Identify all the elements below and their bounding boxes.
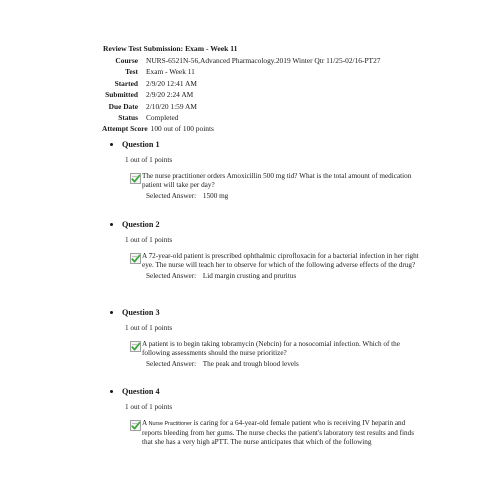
question-2-text: A 72-year-old patient is prescribed ophthalmic ciprofloxacin for a bacterial infection in her right eye. The nurse will teach her to observe for which of the following adverse effects of the drug? bbox=[142, 252, 419, 269]
question-1-title: Question 1 bbox=[122, 139, 160, 149]
question-1-selected-answer: 1500 mg bbox=[202, 191, 229, 200]
attempt-score-label: Attempt Score bbox=[102, 124, 148, 134]
status-row bbox=[96, 112, 380, 123]
course-value: NURS-6521N-56,Advanced Pharmacology.2019 Winter Qtr 11/25-02/16-PT27 bbox=[146, 56, 381, 65]
question-1-points: 1 out of 1 points bbox=[125, 156, 173, 164]
question-3-body bbox=[130, 340, 440, 368]
bullet-icon bbox=[110, 143, 113, 146]
selected-answer-label: Selected Answer: bbox=[146, 359, 197, 368]
question-2-title: Question 2 bbox=[122, 219, 160, 229]
bullet-icon bbox=[110, 223, 113, 226]
question-2 bbox=[110, 218, 440, 280]
correct-answer-icon bbox=[130, 420, 141, 431]
question-2-body bbox=[130, 252, 440, 280]
correct-answer-icon bbox=[130, 341, 141, 352]
attempt-score-row bbox=[96, 123, 380, 134]
submitted-value: 2/9/20 2:24 AM bbox=[146, 90, 194, 100]
started-row bbox=[96, 78, 380, 89]
page-title: Review Test Submission: Exam - Week 11 bbox=[103, 44, 238, 53]
correct-answer-icon bbox=[130, 253, 141, 264]
bullet-icon bbox=[110, 311, 113, 314]
selected-answer-label: Selected Answer: bbox=[146, 271, 197, 280]
question-2-points: 1 out of 1 points bbox=[125, 236, 173, 244]
test-label: Test bbox=[125, 67, 138, 77]
test-row bbox=[96, 66, 380, 77]
correct-answer-icon bbox=[130, 173, 141, 184]
question-4-title: Question 4 bbox=[122, 386, 160, 396]
course-row bbox=[96, 55, 380, 66]
submission-details bbox=[96, 55, 380, 135]
question-1-answer bbox=[146, 192, 440, 201]
question-3-points: 1 out of 1 points bbox=[125, 324, 173, 332]
question-4-text bbox=[142, 419, 424, 446]
question-4-text-prefix: A bbox=[142, 419, 147, 427]
question-4 bbox=[110, 385, 440, 446]
question-3 bbox=[110, 306, 440, 368]
due-date-row bbox=[96, 101, 380, 112]
question-4-body bbox=[130, 419, 440, 446]
due-date-label: Due Date bbox=[108, 101, 138, 111]
test-value: Exam - Week 11 bbox=[146, 67, 195, 77]
question-2-answer bbox=[146, 272, 440, 281]
question-4-points: 1 out of 1 points bbox=[125, 403, 173, 411]
course-label: Course bbox=[115, 56, 138, 65]
question-2-selected-answer: Lid margin crusting and pruritus bbox=[202, 271, 297, 280]
question-4-text-small: Nurse Practitioner bbox=[148, 421, 192, 427]
bullet-icon bbox=[110, 390, 113, 393]
submitted-row bbox=[96, 89, 380, 100]
question-1-header bbox=[110, 138, 440, 150]
question-1-body bbox=[130, 172, 440, 200]
started-value: 2/9/20 12:41 AM bbox=[146, 78, 197, 88]
attempt-score-value: 100 out of 100 points bbox=[150, 124, 214, 134]
due-date-value: 2/10/20 1:59 AM bbox=[146, 101, 197, 111]
question-3-header bbox=[110, 306, 440, 318]
selected-answer-label: Selected Answer: bbox=[146, 191, 197, 200]
status-label: Status bbox=[118, 113, 138, 123]
question-2-header bbox=[110, 218, 440, 230]
question-3-selected-answer: The peak and trough blood levels bbox=[202, 359, 299, 368]
started-label: Started bbox=[114, 78, 138, 88]
status-value: Completed bbox=[146, 113, 179, 123]
question-4-header bbox=[110, 385, 440, 397]
question-3-title: Question 3 bbox=[122, 307, 160, 317]
question-4-text-main: is caring for a 64-year-old female patient who is receiving IV heparin and reports bleeding from her gums. The nurse checks the patient's laboratory test results and finds that she has a very high aPTT. The nurse anticipates that which of the following bbox=[142, 419, 415, 446]
question-3-answer bbox=[146, 360, 440, 369]
question-1 bbox=[110, 138, 440, 200]
submitted-label: Submitted bbox=[105, 90, 138, 100]
question-1-text: The nurse practitioner orders Amoxicillin 500 mg tid? What is the total amount of medication patient will take per day? bbox=[142, 172, 412, 189]
question-3-text: A patient is to begin taking tobramycin (Nebcin) for a nosocomial infection. Which of the following assessments should the nurse prioritize? bbox=[142, 340, 400, 357]
